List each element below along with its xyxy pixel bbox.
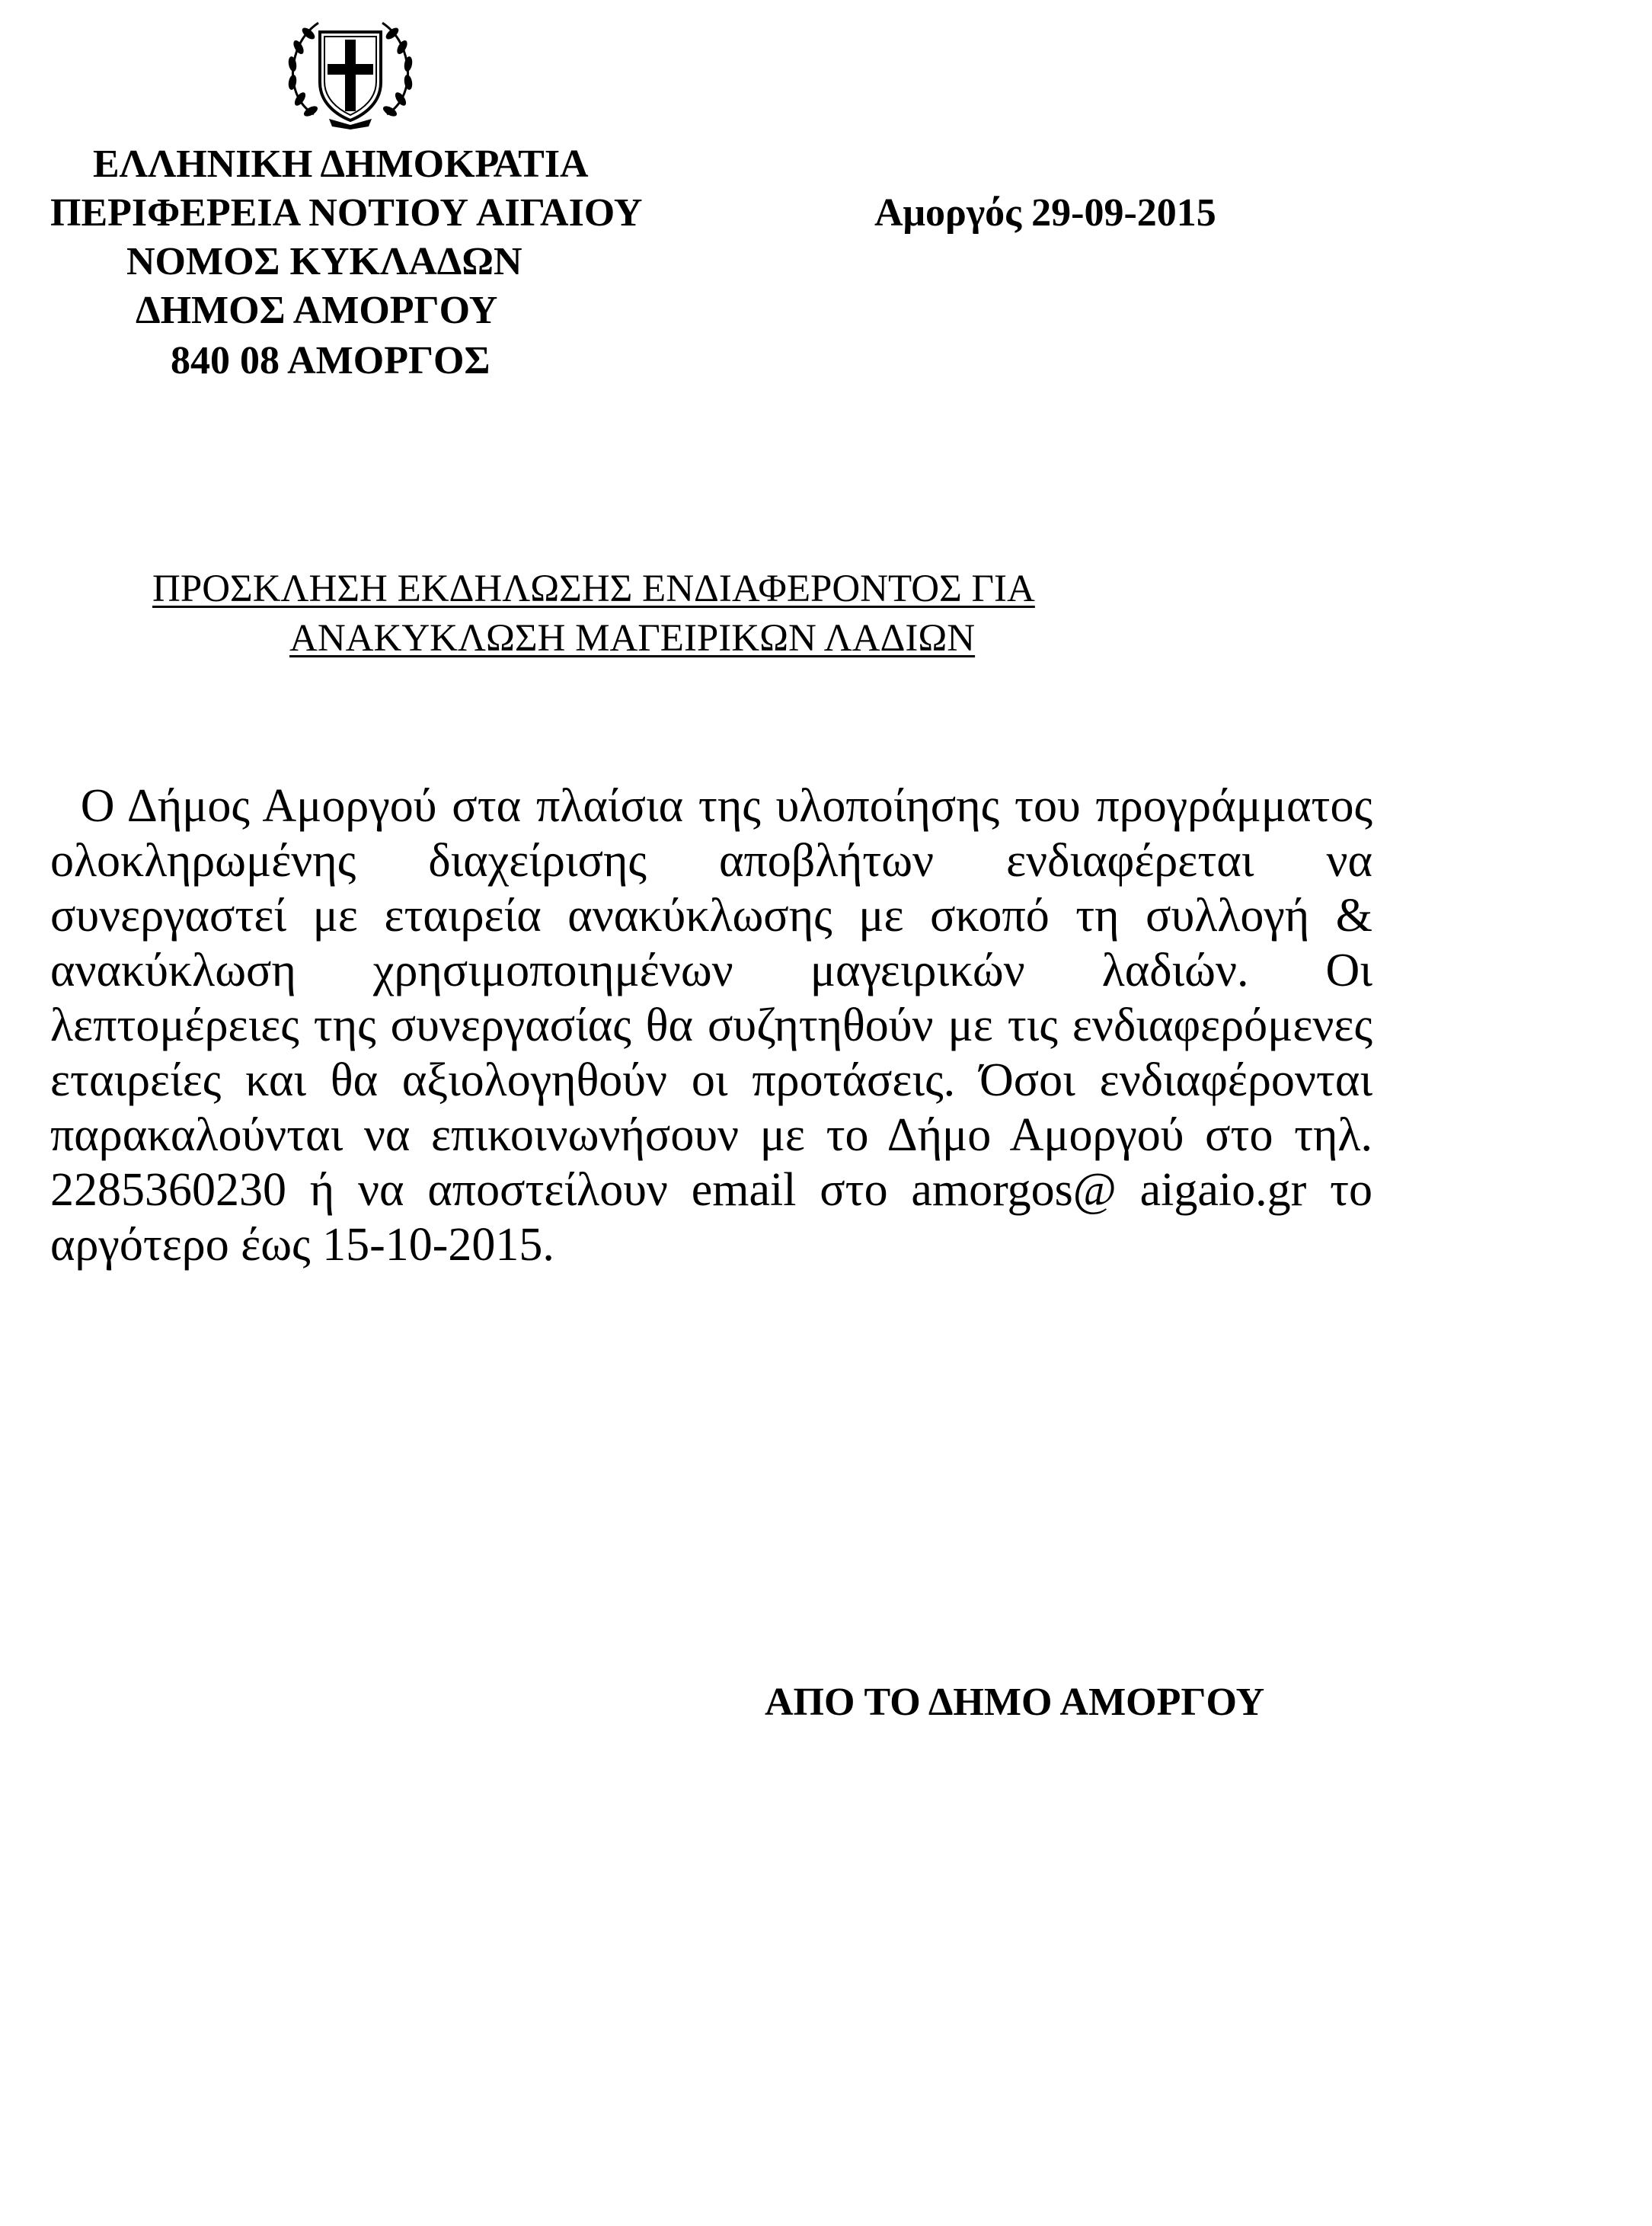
document-title-line-1: ΠΡΟΣΚΛΗΣΗ ΕΚΔΗΛΩΣΗΣ ΕΝΔΙΑΦΕΡΟΝΤΟΣ ΓΙΑ — [152, 568, 1035, 610]
header-municipality: ΔΗΜΟΣ ΑΜΟΡΓΟΥ — [136, 289, 498, 332]
document-title-line-2: ΑΝΑΚΥΚΛΩΣΗ ΜΑΓΕΙΡΙΚΩΝ ΛΑΔΙΩΝ — [289, 617, 976, 660]
body-paragraph-text: Ο Δήμος Αμοργού στα πλαίσια της υλοποίησης του προγράμματος ολοκληρωμένης διαχείρισης αποβλήτων ενδιαφέρεται να συνεργαστεί με εταιρεία ανακύκλωσης με σκοπό τη συλλογή & ανακύκλωση χρησιμοποιημένων μαγειρικών λαδιών. Οι λεπτομέρειες της συνεργασίας θα συζητηθούν με τις ενδιαφερόμενες εταιρείες και θα αξιολογηθούν οι προτάσεις. Όσοι ενδιαφέρονται παρακαλούνται να επικοινωνήσουν με το Δήμο Αμοργού στο τηλ. 2285360230 ή να αποστείλουν email στο amorgos@ aigaio.gr το αργότερο έως 15-10-2015. — [50, 780, 1372, 1271]
header-region: ΠΕΡΙΦΕΡΕΙΑ ΝΟΤΙΟΥ ΑΙΓΑΙΟΥ — [50, 191, 643, 235]
header-postal-address: 840 08 ΑΜΟΡΓΟΣ — [171, 339, 490, 382]
header-prefecture: ΝΟΜΟΣ ΚΥΚΛΑΔΩΝ — [126, 240, 522, 283]
coat-of-arms-icon — [283, 17, 417, 130]
document-date: Αμοργός 29-09-2015 — [874, 191, 1216, 235]
body-paragraph — [50, 779, 1372, 1272]
signature: ΑΠΟ ΤΟ ΔΗΜΟ ΑΜΟΡΓΟΥ — [765, 1681, 1265, 1724]
header-country: ΕΛΛΗΝΙΚΗ ΔΗΜΟΚΡΑΤΙΑ — [93, 142, 589, 186]
